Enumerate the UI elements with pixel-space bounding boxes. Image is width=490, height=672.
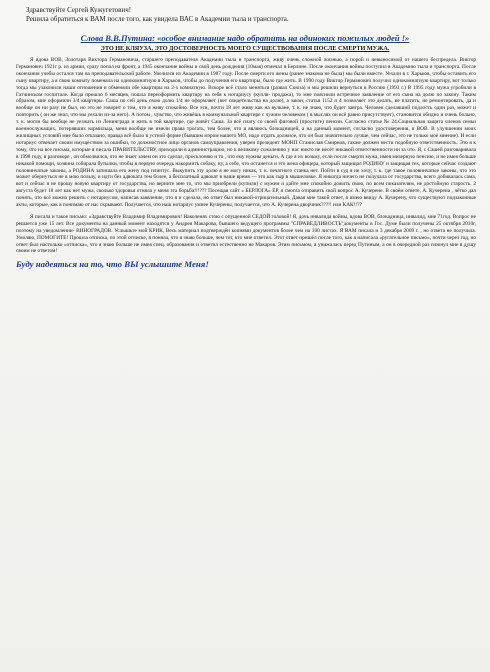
- closing-line: Буду надеяться на то, что ВЫ услышите Меня!: [16, 259, 209, 270]
- intro-line: Решила обратиться к ВАМ после того, как увидела ВАС в Академии тыла и транспорта.: [26, 15, 289, 23]
- body-paragraph: Я вдова ВОВ, Золотаря Виктора Германовича, старшего преподавателя Академии тыла и транспорта, живу очень сложной жизнью, а порой и невыносимой от нашего беспредела. Виктор Германович 1921г р. из армии, сразу попал на фронт, а 1945 окончание войны и свой день рождения (10мая) отмечал в Берлине. После окончания войны поступил в Академию тыла и транспорта. После окончания учебы остался там на преподавательской работе. Уволился из Академии в 1987 году. После смерти его жены (ранее знакома не была) мы были вместе. Уехали в г. Харьков, чтобы оставить его сыну квартиру, а я свою комнату поменяла на однокомнатную в Харьков, чтобы до получения его квартиры, было где жить. В 1990 году Виктор Германович получил однокомнатную квартиру, вот только тогда мы узаконили наши отношения и обменяли обе квартиры на 2-х комнатную. Вскоре всё стало меняться (развал Союза) и мы решили вернуться в Россию (1993 г.) В 1995 году мужа угробили в Гатчинском госпитале. Когда прошло 6 месяцев, пошла переоформить квартиру на себя к нотариусу (купля- продажа), то мне пояснили встречное заявление от его сына на долю по закону. Таким образом, мне оформили 3/4 квартиры. Саша по сей день свою долю 1/4 не оформляет (нет свидетельства на долю), а закон, статья 1152 п 4 позволяет это делать, не платить, не ремонтировать, да и вообще он ни разу не был, но это не говорит о том, что я живу спокойно. Все эти, почти 18 лет живу как на вулкане, т. к. не знаю, что будет завтра. Человек сделавший подлость один раз, может и повторить ( он же знал, что мы уехали из-за него). А потом , чувство, что живёшь в коммунальной квартире с чужим человеком ( в мыслях он всё равно присутствует), становится обидно и очень больно, т. к. могли бы вообще не уезжать из Ленинграда и жить в той квартире, где живёт Саша. За всё плату со своей фиговой (простите) пенсии. Согласно статье № 24.Социальная защита членов семьи военнослужащих, потерявших кормильца, меня вообще не имели права трогать, тем более, что я являюсь блокадницей, а на данный момент, согласно удостоверения, я ВОВ. В улучшении моих жилищных условий мне было отказано, правда всё было в устной форме (бывшим мэром нашего МО, надо отдать должное, что он был значительно лучше, чем сейчас, это не только моё мнение). И если нотариус отвечает своим имуществом за ошибки, то должностное лицо органов самоуправления, уверен президент МОНП Станислав Смирнов, также должен нести подобную ответственность. Это я к тому, что на все письма, которые я писала ПРАВИТЕЛЬСТВУ, приходили в администрацию, но к великому сожалению у нас никто не несёт никакой ответственности ни за что. Я, с Сашей разговаривала в 1998 году, в разговоре , он обмолвился, что не знает зачем он это сделал, просклоняю и то , что ему нужны деньги. А где я их возьму, если после смерти мужа, имея мизерную пенсию, и не имея больше никакой помощи, хозяина собирала бутылки, чтобы в первую очередь накормить собаку, ну, а себе, что останется и это жена офицера, который защищал РОДИНУ и защищая тех, которые сейчас создают половинчатые законы, а РОДИНА запишала его жену под плинтус. Выкупить эту долю я не могу никак, т. к. печатного станка нет. Пойти в суд я не хочу, т. к. где такое половинчатые законы, что это может обернуться не в мою пользу, и идти без адвоката тем более, а бесплатный адвокат в наше время — это как сыр в мышеловке. Я никогда ничего не получала от государства, всего добивалась сама, вот и сейчас я не прошу новую квартиру от государства, но верните мне то, что мы приобрели (купили) с мужем и дайте мне спокойно дожить свою, по всем показателям, не достойную старость. 2 августа будет 18 лет как нет мужа, сколько здоровья отняла у меня эта борьба!!!??? Посещая сайт « БЕРЛОГА» ЕР, я смогла отправить свой вопрос А. Кучерене. В своём ответе, А. Кучерена , чётко дал понять, что всё можно решить с нотариусом, написав заявление, что я и сделала, но ответ был никакой-отрицательный. Давая мне такой ответ, я имею ввиду А. Кучерену, что существуют подзаконные акты, которые, как я понимаю от нас скрывают. Получается, что наш нотариус умнее Кучерены, получается, что А. Кучерена дворчник???!! или КАК!!??: [16, 57, 476, 209]
- letter-body: [16, 57, 476, 255]
- letter-subtitle: ЭТО НЕ КЛЯУЗА, ЭТО ДОСТОВЕРНОСТЬ МОЕГО СУЩЕСТВОВАНИЯ ПОСЛЕ СМЕРТИ МУЖА.: [100, 45, 390, 52]
- letter-title: Слова В.В.Путина: «особое внимание надо обратить на одиноких пожилых людей !»: [80, 33, 410, 43]
- greeting-line: Здравствуйте Сергей Кужугетович!: [26, 6, 132, 14]
- body-paragraph: Я писала и такое письмо: «Здравствуйте Владимир Владимирович! Наколенях стою с опущенной СЕДОЙ головой! Я, дочь инвалида войны, вдова ВОВ, блокадница, инвалид, мне 71год. Вопрос не решается уже 15 лет. Все документы на данный момент находятся у Андрея Макарова, бывшего ведущего программы "СПРАВЕДЛИВОСТЬ"документы в Гос. Думе были получены 25 октября 2010г, поэтому на уведомлении- ВИНОГРАДОВ. Услышьте мой КРИК, Весь материал подтверждён копиями документов более чем на 100 листах. Я ВАМ писала и 3 декабря 2009 г. , но ответа не получила. Умоляю, ПОМОГИТЕ! Прошла отписка, по этой отписке, я поняла, что я знаю больше, чем тот, кто мне ответил. Этот ответ пришёл после того, как я написала «ругательное письмо», почти через год, но ответ был настолько «отписка», что я знаю больше не имея спец. образования и ответил естественно не Макаров. Этим письмом, я унижалась перед Путиным, а он в очередной раз плюнул мне в душу своим не ответом!: [16, 213, 476, 255]
